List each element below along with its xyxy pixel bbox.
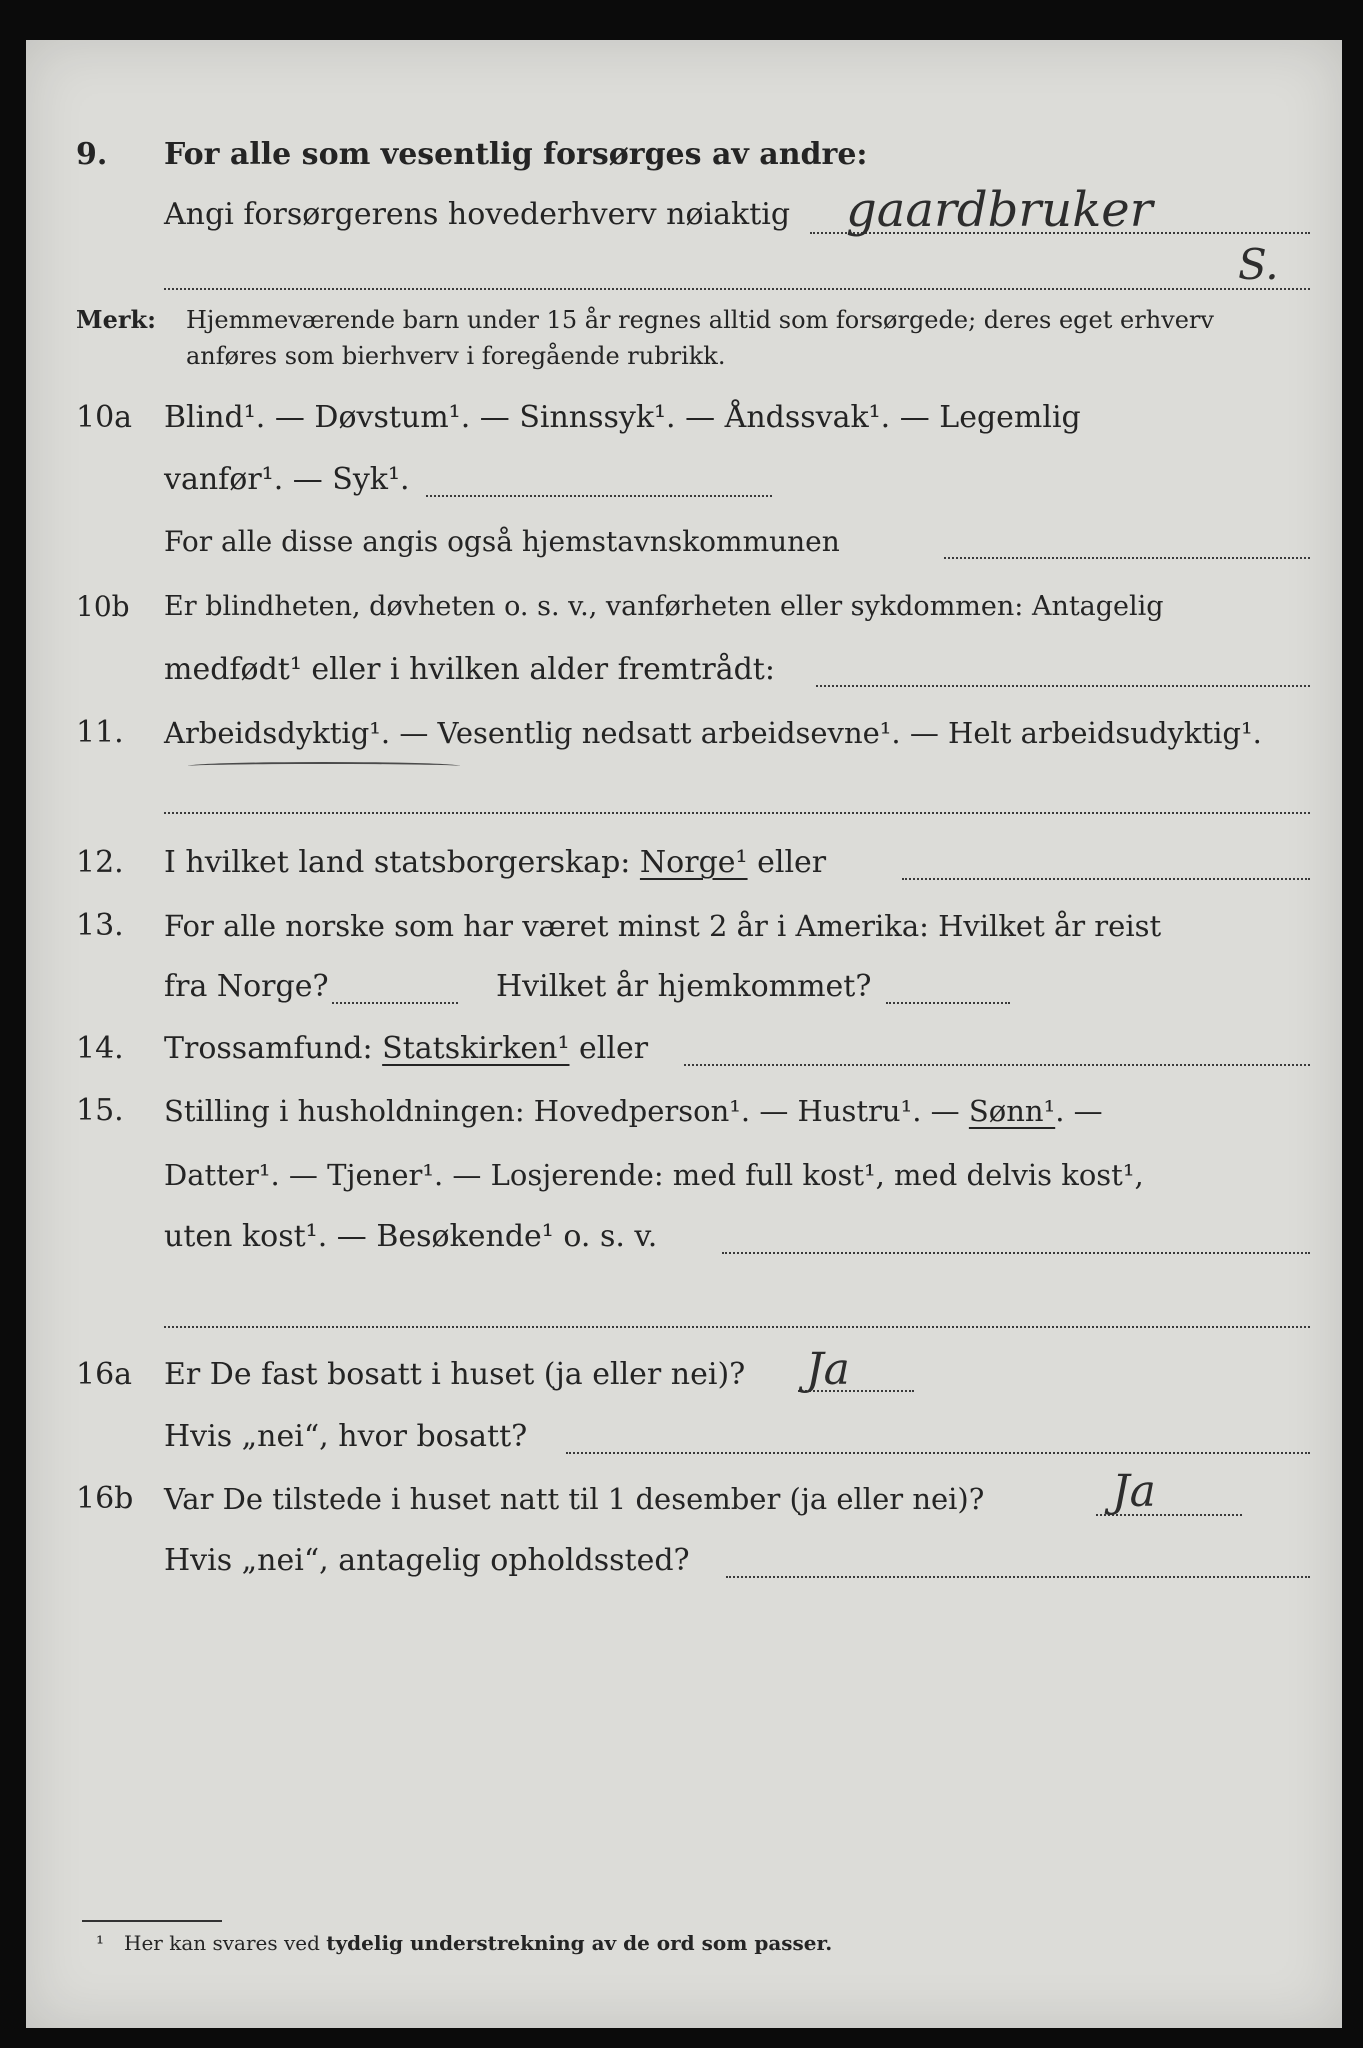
q9-title: For alle som vesentlig forsørges av andre: (164, 137, 868, 172)
merk-line-2: anføres som bierhverv i foregående rubrikk. (186, 342, 726, 370)
footnote-bold: tydelig understrekning av de ord som passer. (326, 1931, 833, 1955)
q14-pre: Trossamfund: (164, 1031, 383, 1066)
q13-hjemkommet-line (886, 1002, 1010, 1004)
q9-question: Angi forsørgerens hovederhverv nøiaktig (164, 197, 791, 232)
q14-other-line (684, 1064, 1310, 1066)
q10a-row-3 (26, 517, 1342, 567)
q11-other-options: — Vesentlig nedsatt arbeidsevne¹. — Helt arbeidsudyktig¹. (390, 716, 1262, 750)
q14-number: 14. (76, 1031, 124, 1066)
q16a-line-1: Er De fast bosatt i huset (ja eller nei)? (164, 1357, 746, 1392)
q13-row-2 (26, 962, 1342, 1012)
q11-option-arbeidsdyktig: Arbeidsdyktig¹. (164, 716, 391, 750)
q9-second-line (164, 288, 1310, 290)
merk-label: Merk: (76, 305, 156, 334)
q13-hjemkommet: Hvilket år hjemkommet? (496, 969, 872, 1004)
q16a-number: 16a (76, 1357, 133, 1392)
q14-text (164, 1024, 648, 1074)
q15-row-1 (26, 1086, 1342, 1136)
q10b-line-2: medfødt¹ eller i hvilken alder fremtrådt: (164, 652, 775, 687)
q13-line-1: For alle norske som har været minst 2 år i Amerika: Hvilket år reist (164, 909, 1162, 943)
q16b-line-2: Hvis „nei“, antagelig opholdssted? (164, 1543, 690, 1578)
q15-line-1-post: . — (1055, 1094, 1103, 1128)
q10a-syk-line (426, 495, 772, 497)
q16b-opholdssted-line (726, 1576, 1310, 1578)
census-form-page (26, 40, 1342, 2028)
q16a-row-1 (26, 1344, 1342, 1400)
q10b-row-2 (26, 645, 1342, 695)
q10a-line-3: For alle disse angis også hjemstavnskommunen (164, 525, 840, 558)
q13-number: 13. (76, 908, 124, 943)
q16a-handwritten-answer: Ja (806, 1344, 850, 1395)
q15-option-sonn: Sønn¹ (968, 1094, 1056, 1128)
q11-number: 11. (76, 715, 124, 750)
q11-options (164, 708, 1262, 758)
q9-title-row (26, 130, 1342, 180)
q10a-number: 10a (76, 400, 133, 435)
q16b-handwritten-answer: Ja (1112, 1466, 1156, 1517)
q10a-line-1: Blind¹. — Døvstum¹. — Sinnssyk¹. — Åndssvak¹. — Legemlig (164, 400, 1081, 435)
q11-blank-line (164, 812, 1310, 814)
q9-handwritten-answer-2: S. (1238, 240, 1279, 289)
q10b-alder-line (816, 685, 1310, 687)
q13-row-1 (26, 901, 1342, 951)
q15-line-3: uten kost¹. — Besøkende¹ o. s. v. (164, 1219, 658, 1254)
q10a-row-2 (26, 455, 1342, 505)
q15-line-1-pre: Stilling i husholdningen: Hovedperson¹. — Hustru¹. — (164, 1094, 969, 1128)
q16b-line-1: Var De tilstede i huset natt til 1 desember (ja eller nei)? (164, 1482, 985, 1516)
q16a-line-2: Hvis „nei“, hvor bosatt? (164, 1419, 528, 1454)
q10b-number: 10b (76, 590, 130, 623)
q12-other-line (902, 878, 1310, 880)
q16b-row-1 (26, 1466, 1342, 1524)
q16a-row-2 (26, 1412, 1342, 1462)
q11-row (26, 708, 1342, 758)
q15-line-1 (164, 1086, 1103, 1136)
q15-osv-line (722, 1252, 1310, 1254)
q9-number: 9. (76, 137, 108, 172)
q16b-number: 16b (76, 1481, 134, 1516)
q15-blank-line (164, 1326, 1310, 1328)
q15-row-2 (26, 1150, 1342, 1200)
q12-pre: I hvilket land statsborgerskap: (164, 845, 640, 880)
q11-handwritten-underline (188, 762, 460, 770)
q9-handwritten-answer: gaardbruker (846, 182, 1153, 238)
q15-number: 15. (76, 1093, 124, 1128)
q10b-row-1 (26, 582, 1342, 632)
footnote-plain: Her kan svares ved (124, 1931, 327, 1955)
footnote-mark: ¹ (96, 1931, 105, 1955)
q12-row (26, 838, 1342, 888)
q12-text (164, 838, 826, 888)
q16b-row-2 (26, 1536, 1342, 1586)
q15-line-2: Datter¹. — Tjener¹. — Losjerende: med full kost¹, med delvis kost¹, (164, 1158, 1144, 1192)
q14-option-statskirken: Statskirken¹ (382, 1031, 570, 1066)
q14-post: eller (569, 1031, 649, 1066)
q13-reist: fra Norge? (164, 969, 329, 1004)
q10a-row-1 (26, 393, 1342, 443)
q9-question-row (26, 182, 1342, 240)
q10a-line-2: vanfør¹. — Syk¹. (164, 462, 410, 497)
footnote-text (124, 1928, 832, 1958)
q16a-bosatt-line (566, 1452, 1310, 1454)
q14-row (26, 1024, 1342, 1074)
q10a-kommune-line (944, 557, 1310, 559)
merk-line-1: Hjemmeværende barn under 15 år regnes alltid som forsørgede; deres eget erhverv (186, 306, 1214, 334)
q12-option-norge: Norge¹ (639, 845, 748, 880)
q13-reist-line (332, 1002, 458, 1004)
q10b-line-1: Er blindheten, døvheten o. s. v., vanførheten eller sykdommen: Antagelig (164, 591, 1164, 622)
footnote-rule (82, 1920, 222, 1922)
q15-row-3 (26, 1212, 1342, 1262)
q12-post: eller (747, 845, 827, 880)
q12-number: 12. (76, 845, 124, 880)
